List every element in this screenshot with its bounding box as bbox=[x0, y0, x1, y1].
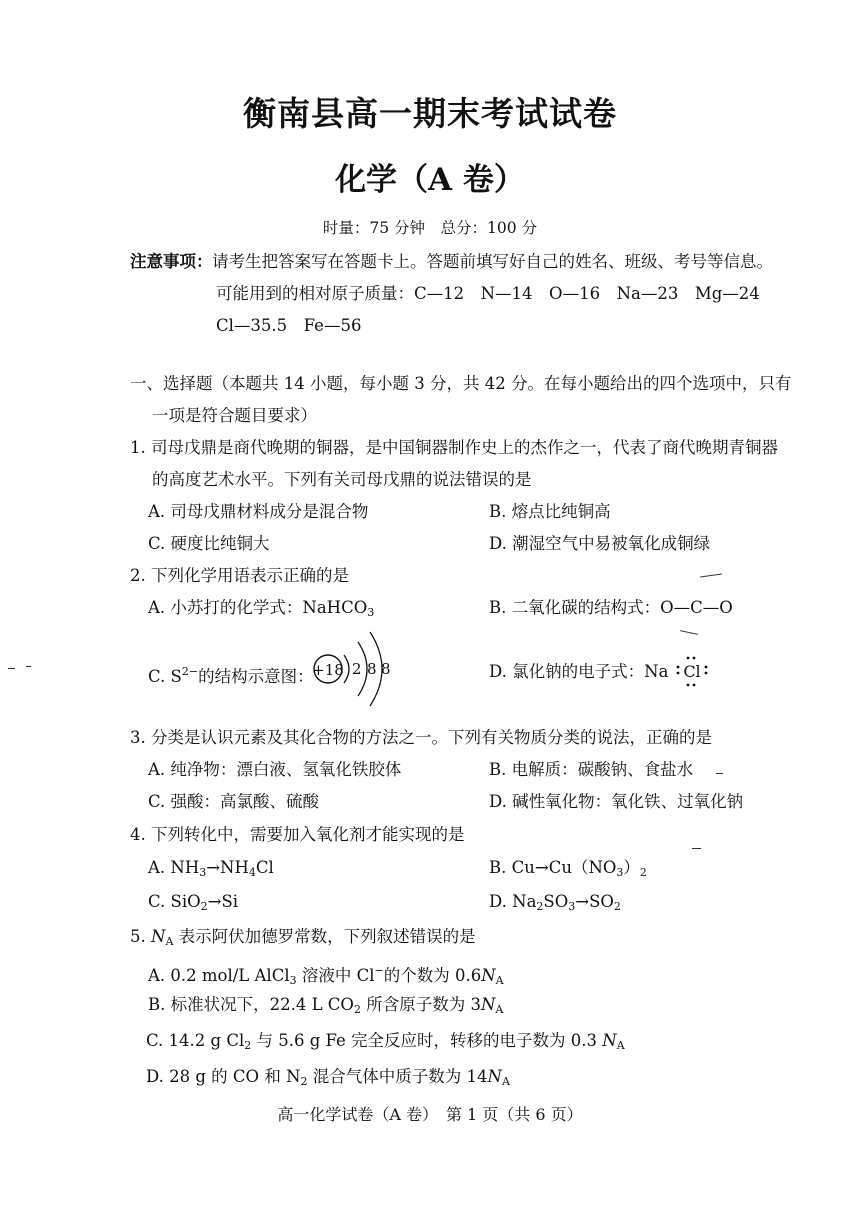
scan-mark bbox=[692, 848, 701, 849]
q2-option-c-prefix: C. S bbox=[148, 667, 182, 686]
q3-option-a: A. 纯净物：漂白液、氢氧化铁胶体 bbox=[148, 760, 402, 779]
q4-d-sub: 3 bbox=[568, 900, 576, 913]
q5-c-part: 与 5.6 g Fe 完全反应时，转移的电子数为 0.3 bbox=[251, 1031, 603, 1050]
q4-b-sub: 3 bbox=[616, 866, 624, 879]
q4-d-part: D. Na bbox=[489, 892, 537, 911]
q4-c-sub: 2 bbox=[200, 900, 208, 913]
electron-dot-cl-symbol: Cl bbox=[683, 662, 701, 681]
q3-option-d: D. 碱性氧化物：氧化铁、过氧化钠 bbox=[489, 792, 744, 811]
q4-b-part: B. Cu→Cu（NO bbox=[489, 858, 617, 877]
q5-c-sub: 2 bbox=[244, 1039, 252, 1052]
q4-option-c bbox=[148, 891, 238, 918]
q4-d-part: →SO bbox=[575, 892, 614, 911]
q4-stem: 4. 下列转化中，需要加入氧化剂才能实现的是 bbox=[130, 825, 465, 844]
q1-stem-line-2: 的高度艺术水平。下列有关司母戊鼎的说法错误的是 bbox=[152, 470, 532, 489]
q2-option-c-sup: 2− bbox=[181, 665, 199, 678]
section-heading-1: 一、选择题（本题共 14 小题，每小题 3 分，共 42 分。在每小题给出的四个选项中，只有 bbox=[130, 374, 792, 393]
q5-option-a bbox=[148, 960, 504, 992]
q5-na-symbol: N bbox=[151, 927, 166, 946]
shell-electrons-2: 8 bbox=[367, 660, 377, 678]
q1-stem-line-1: 1. 司母戊鼎是商代晚期的铜器，是中国铜器制作史上的杰作之一，代表了商代晚期青铜器 bbox=[130, 438, 778, 457]
notes-line-2: 可能用到的相对原子质量：C—12 N—14 O—16 Na—23 Mg—24 bbox=[216, 284, 760, 303]
q4-b-sub: 2 bbox=[639, 866, 647, 879]
q1-option-d: D. 潮湿空气中易被氧化成铜绿 bbox=[489, 534, 711, 553]
time-info: 时量：75 分钟 总分：100 分 bbox=[322, 219, 538, 237]
q4-a-sub: 4 bbox=[248, 866, 256, 879]
q4-a-part: Cl bbox=[255, 858, 274, 877]
scan-mark bbox=[716, 773, 723, 774]
q2-option-d bbox=[489, 661, 668, 683]
q5-a-sup: − bbox=[374, 964, 384, 977]
q1-option-c: C. 硬度比纯铜大 bbox=[148, 534, 270, 553]
shell-electrons-3: 8 bbox=[381, 660, 391, 678]
q5-number: 5. bbox=[130, 927, 151, 946]
q5-stem bbox=[130, 926, 476, 953]
q5-option-c bbox=[146, 1030, 625, 1057]
atom-structure-diagram bbox=[308, 628, 398, 710]
q2-option-c-suffix: 的结构示意图： bbox=[198, 667, 314, 686]
q1-option-a: A. 司母戊鼎材料成分是混合物 bbox=[148, 502, 369, 521]
electron-dot-cl bbox=[674, 652, 710, 688]
q4-option-a bbox=[148, 857, 274, 884]
q5-stem-text: 表示阿伏加德罗常数，下列叙述错误的是 bbox=[173, 927, 476, 946]
electron-formula-na: Na bbox=[644, 662, 669, 681]
q3-option-b: B. 电解质：碳酸钠、食盐水 bbox=[489, 760, 694, 779]
q5-a-sub: 3 bbox=[289, 974, 297, 987]
scan-mark bbox=[8, 668, 15, 669]
q5-na-sub: A bbox=[501, 1075, 510, 1088]
q5-na-sub: A bbox=[165, 935, 174, 948]
notes-label: 注意事项： bbox=[130, 252, 213, 271]
notes-line-3: Cl—35.5 Fe—56 bbox=[216, 316, 362, 335]
q5-a-part: 溶液中 Cl bbox=[296, 966, 375, 985]
scan-mark bbox=[680, 630, 698, 635]
q2-option-c bbox=[148, 661, 314, 688]
shell-arc-1 bbox=[344, 655, 349, 683]
q4-d-sub: 2 bbox=[536, 900, 544, 913]
q5-b-sub: 2 bbox=[353, 1003, 361, 1016]
q5-d-part: D. 28 g 的 CO 和 N bbox=[146, 1067, 301, 1086]
exam-title: 衡南县高一期末考试试卷 bbox=[243, 94, 617, 133]
page-footer: 高一化学试卷（A 卷） 第 1 页（共 6 页） bbox=[277, 1105, 583, 1124]
q3-option-c: C. 强酸：高氯酸、硫酸 bbox=[148, 792, 320, 811]
q5-a-part: 的个数为 0.6 bbox=[383, 966, 482, 985]
section-heading-2: 一项是符合题目要求） bbox=[152, 406, 317, 425]
q4-c-part: C. SiO bbox=[148, 892, 201, 911]
q5-na-symbol: N bbox=[481, 966, 496, 985]
q2-stem: 2. 下列化学用语表示正确的是 bbox=[130, 566, 349, 585]
q2-option-a-sub: 3 bbox=[367, 606, 375, 619]
q2-option-a-prefix: A. 小苏打的化学式： bbox=[148, 598, 303, 617]
q4-option-b bbox=[489, 857, 647, 884]
q5-b-part: 所含原子数为 3 bbox=[360, 995, 481, 1014]
q2-option-a-formula: NaHCO bbox=[302, 598, 368, 617]
q5-option-d bbox=[146, 1066, 510, 1093]
q4-a-part: A. NH bbox=[148, 858, 200, 877]
q2-option-b: B. 二氧化碳的结构式：O—C—O bbox=[489, 598, 733, 617]
q5-a-part: A. 0.2 mol/L AlCl bbox=[148, 966, 290, 985]
q4-option-d bbox=[489, 891, 621, 918]
q5-d-part: 混合气体中质子数为 14 bbox=[307, 1067, 488, 1086]
shell-electrons-1: 2 bbox=[352, 660, 362, 678]
scan-mark bbox=[700, 573, 722, 577]
q5-c-part: C. 14.2 g Cl bbox=[146, 1031, 245, 1050]
q4-c-part: →Si bbox=[207, 892, 239, 911]
q5-d-sub: 2 bbox=[300, 1075, 308, 1088]
nucleus-charge: +18 bbox=[312, 661, 344, 679]
exam-subtitle: 化学（A 卷） bbox=[335, 162, 525, 198]
q1-option-b: B. 熔点比纯铜高 bbox=[489, 502, 611, 521]
q3-stem: 3. 分类是认识元素及其化合物的方法之一。下列有关物质分类的说法，正确的是 bbox=[130, 728, 712, 747]
q4-a-part: →NH bbox=[206, 858, 249, 877]
q5-na-sub: A bbox=[616, 1039, 625, 1052]
q5-b-part: B. 标准状况下，22.4 L CO bbox=[148, 995, 354, 1014]
q4-d-part: SO bbox=[543, 892, 569, 911]
notes-line-1: 请考生把答案写在答题卡上。答题前填写好自己的姓名、班级、考号等信息。 bbox=[212, 252, 773, 271]
q5-na-symbol: N bbox=[480, 995, 496, 1014]
q5-na-sub: A bbox=[495, 974, 504, 987]
q4-a-sub: 3 bbox=[199, 866, 207, 879]
q5-option-b bbox=[148, 994, 503, 1021]
q5-na-symbol: N bbox=[602, 1031, 617, 1050]
q4-d-sub: 2 bbox=[613, 900, 621, 913]
q2-option-a bbox=[148, 597, 374, 624]
q4-b-part: ） bbox=[623, 858, 640, 877]
q5-na-symbol: N bbox=[487, 1067, 502, 1086]
scan-mark bbox=[26, 666, 31, 667]
q5-na-sub: A bbox=[495, 1003, 504, 1016]
q2-option-d-prefix: D. 氯化钠的电子式： bbox=[489, 662, 645, 681]
